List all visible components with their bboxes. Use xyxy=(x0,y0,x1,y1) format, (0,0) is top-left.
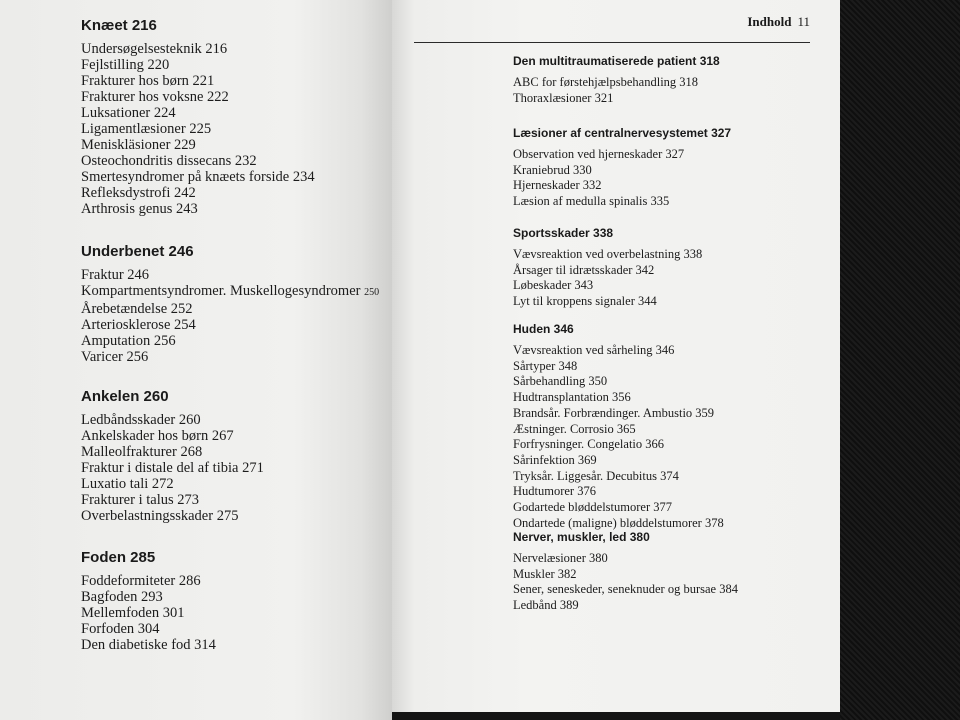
toc-entry: Undersøgelsesteknik 216 xyxy=(81,41,228,57)
toc-entry: Ledbånd 389 xyxy=(513,598,579,613)
toc-entry: Den diabetiske fod 314 xyxy=(81,637,216,653)
toc-section-huden xyxy=(513,322,724,531)
toc-entry: Frakturer i talus 273 xyxy=(81,492,199,508)
toc-section-multitraume xyxy=(513,54,720,106)
toc-section-sportsskader xyxy=(513,226,702,310)
running-head xyxy=(747,14,810,30)
toc-entry: Varicer 256 xyxy=(81,349,149,365)
toc-entry: Ligamentlæsioner 225 xyxy=(81,121,212,137)
toc-entry: Muskler 382 xyxy=(513,566,577,581)
section-heading: Læsioner af centralnervesystemet 327 xyxy=(513,126,732,140)
right-page xyxy=(392,0,840,712)
toc-entry: Årsager til idrætsskader 342 xyxy=(513,262,655,277)
section-heading: Huden 346 xyxy=(513,322,574,336)
toc-entry: Æstninger. Corrosio 365 xyxy=(513,421,636,436)
toc-entry: Malleolfrakturer 268 xyxy=(81,444,203,460)
toc-entry: Vævsreaktion ved overbelastning 338 xyxy=(513,247,703,261)
toc-entry: Arthrosis genus 243 xyxy=(81,201,198,217)
toc-entry: Hudtransplantation 356 xyxy=(513,390,631,405)
toc-entry: Observation ved hjerneskader 327 xyxy=(513,147,685,161)
toc-section-nerver xyxy=(513,530,738,614)
toc-section-ankelen xyxy=(81,388,264,524)
toc-entry: Vævsreaktion ved sårheling 346 xyxy=(513,343,675,357)
toc-entry: Godartede bløddelstumorer 377 xyxy=(513,500,672,515)
toc-entry: ABC for førstehjælpsbehandling 318 xyxy=(513,75,699,89)
toc-section-underbenet xyxy=(81,243,379,365)
toc-section-knaeet xyxy=(81,17,315,217)
toc-entry: Hudtumorer 376 xyxy=(513,484,596,499)
toc-entry: Foddeformiteter 286 xyxy=(81,573,201,589)
toc-entry: Thoraxlæsioner 321 xyxy=(513,90,614,105)
toc-entry: Refleksdystrofi 242 xyxy=(81,185,196,201)
toc-entry: Tryksår. Liggesår. Decubitus 374 xyxy=(513,468,679,483)
page-number: 11 xyxy=(797,14,810,29)
toc-entry xyxy=(81,283,379,301)
toc-entry: Osteochondritis dissecans 232 xyxy=(81,153,257,169)
section-heading: Den multitraumatiserede patient 318 xyxy=(513,54,720,68)
toc-entry: Ledbåndsskader 260 xyxy=(81,412,201,428)
toc-entry: Kraniebrud 330 xyxy=(513,162,592,177)
toc-entry: Luxatio tali 272 xyxy=(81,476,174,492)
toc-entry: Fejlstilling 220 xyxy=(81,57,170,73)
section-heading: Foden 285 xyxy=(81,549,156,566)
toc-entry: Løbeskader 343 xyxy=(513,278,594,293)
toc-entry: Hjerneskader 332 xyxy=(513,178,602,193)
toc-entry: Sener, seneskeder, seneknuder og bursae 384 xyxy=(513,582,738,597)
toc-entry: Ondartede (maligne) bløddelstumorer 378 xyxy=(513,515,724,530)
running-head-title: Indhold xyxy=(747,14,792,29)
toc-section-foden xyxy=(81,549,216,653)
toc-entry: Ankelskader hos børn 267 xyxy=(81,428,234,444)
toc-entry-page: 250 xyxy=(364,287,380,298)
toc-entry: Fraktur i distale del af tibia 271 xyxy=(81,460,264,476)
section-heading: Underbenet 246 xyxy=(81,243,194,260)
toc-entry: Lyt til kroppens signaler 344 xyxy=(513,294,657,309)
toc-entry: Bagfoden 293 xyxy=(81,589,163,605)
toc-entry: Smertesyndromer på knæets forside 234 xyxy=(81,169,315,185)
toc-entry: Amputation 256 xyxy=(81,333,176,349)
toc-entry: Fraktur 246 xyxy=(81,267,150,283)
header-rule xyxy=(414,42,810,43)
toc-entry: Nervelæsioner 380 xyxy=(513,551,608,565)
toc-entry: Sårinfektion 369 xyxy=(513,452,597,467)
left-page xyxy=(0,0,392,720)
toc-entry-text: Kompartmentsyndromer. Muskellogesyndromer xyxy=(81,283,361,299)
background-fabric xyxy=(840,0,960,720)
section-heading: Nerver, muskler, led 380 xyxy=(513,530,650,544)
toc-entry: Forfrysninger. Congelatio 366 xyxy=(513,437,665,452)
section-heading: Sportsskader 338 xyxy=(513,226,614,240)
section-heading: Knæet 216 xyxy=(81,17,157,34)
toc-entry: Luksationer 224 xyxy=(81,105,176,121)
toc-entry: Arteriosklerose 254 xyxy=(81,317,196,333)
toc-entry: Brandsår. Forbrændinger. Ambustio 359 xyxy=(513,405,715,420)
toc-entry: Meniskläsioner 229 xyxy=(81,137,196,153)
toc-entry: Sårbehandling 350 xyxy=(513,374,608,389)
toc-entry: Sårtyper 348 xyxy=(513,358,578,373)
toc-entry: Frakturer hos voksne 222 xyxy=(81,89,229,105)
toc-entry: Læsion af medulla spinalis 335 xyxy=(513,194,670,209)
toc-entry: Årebetændelse 252 xyxy=(81,301,193,317)
toc-section-cns xyxy=(513,126,731,210)
toc-entry: Mellemfoden 301 xyxy=(81,605,185,621)
section-heading: Ankelen 260 xyxy=(81,388,169,405)
toc-entry: Forfoden 304 xyxy=(81,621,160,637)
toc-entry: Frakturer hos børn 221 xyxy=(81,73,215,89)
toc-entry: Overbelastningsskader 275 xyxy=(81,508,239,524)
